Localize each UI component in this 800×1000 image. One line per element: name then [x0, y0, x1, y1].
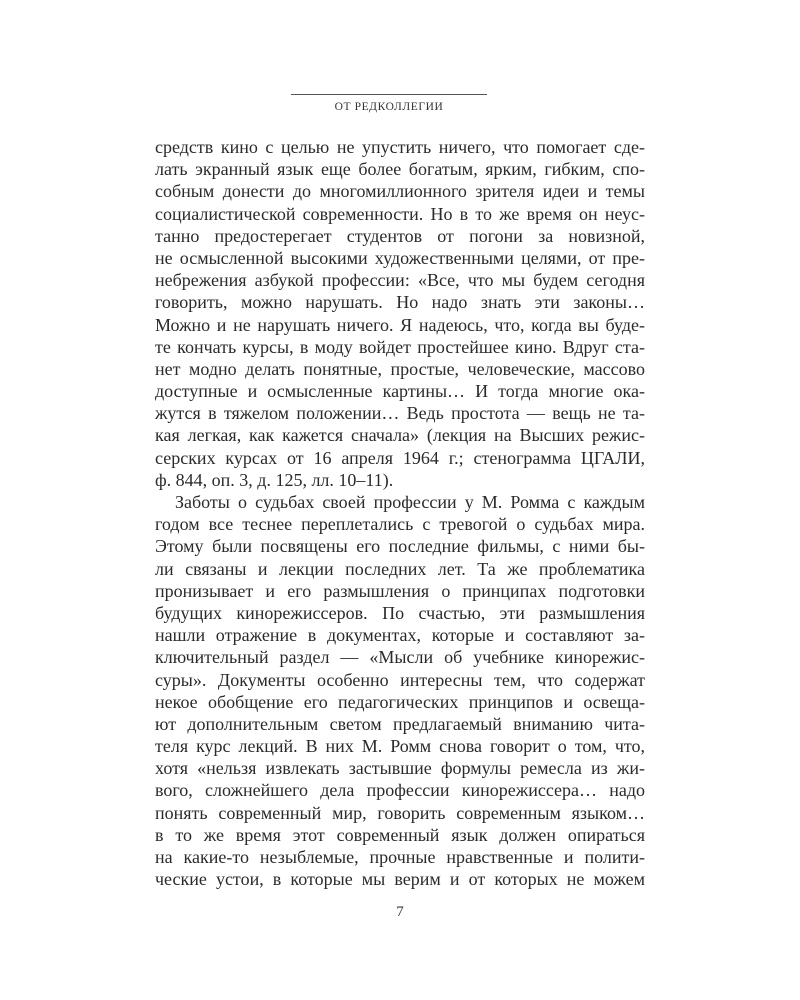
- text-line: нашли отражение в документах, которые и составляют за-: [155, 625, 645, 646]
- text-line: понять современный мир, говорить современным языком…: [155, 802, 645, 823]
- text-line: средств кино с целью не упустить ничего, что помогает сде-: [155, 137, 645, 157]
- text-line: хотя «нельзя извлекать застывшие формулы ремесла из жи-: [155, 758, 645, 779]
- running-head: ОТ РЕДКОЛЛЕГИИ: [334, 101, 444, 113]
- text-line: Можно и не нарушать ничего. Я надеюсь, что, когда вы буде-: [155, 314, 645, 335]
- text-line: годом все теснее переплетались с тревогой о судьбах мира.: [155, 514, 645, 535]
- text-line: собным донести до многомиллионного зрителя идеи и темы: [155, 181, 645, 202]
- text-line: ют дополнительным светом предлагаемый вниманию чита-: [155, 713, 645, 734]
- text-line: суры». Документы особенно интересны тем, что содержат: [155, 669, 645, 690]
- text-line: нет модно делать понятные, простые, человеческие, массово: [155, 358, 645, 379]
- text-line: не осмысленной высокими художественными целями, от пре-: [155, 247, 645, 268]
- text-line: ли связаны и лекции последних лет. Та же проблематика: [155, 558, 645, 579]
- text-line: доступные и осмысленные картины… И тогда многие ока-: [155, 381, 645, 402]
- text-line: серских курсах от 16 апреля 1964 г.; стенограмма ЦГАЛИ,: [155, 447, 645, 468]
- text-line: на какие-то незыблемые, прочные нравственные и полити-: [155, 847, 645, 867]
- text-line: ключительный раздел — «Мысли об учебнике кинорежис-: [155, 647, 645, 668]
- text-line: в то же время этот современный язык должен опираться: [155, 824, 645, 845]
- text-line: танно предостерегает студентов от погони за новизной,: [155, 225, 645, 246]
- text-line: будущих кинорежиссеров. По счастью, эти размышления: [155, 602, 645, 623]
- page-number: 7: [396, 904, 404, 920]
- text-line: ф. 844, оп. 3, д. 125, лл. 10–11).: [155, 469, 394, 490]
- text-line: вого, сложнейшего дела профессии кинорежиссера… надо: [155, 780, 645, 801]
- text-line: жутся в тяжелом положении… Ведь простота — вещь не та-: [155, 403, 645, 424]
- text-line: социалистической современности. Но в то же время он неус-: [155, 203, 645, 224]
- text-line: кая легкая, как кажется сначала» (лекция на Высших режис-: [155, 425, 645, 446]
- text-line: некое обобщение его педагогических принципов и освеща-: [155, 691, 645, 712]
- text-line: лать экранный язык еще более богатым, ярким, гибким, спо-: [155, 159, 645, 180]
- text-line: пронизывает и его размышления о принципах подготовки: [155, 580, 645, 601]
- text-line: небрежения азбукой профессии: «Все, что мы будем сегодня: [155, 270, 645, 291]
- text-line: Заботы о судьбах своей профессии у М. Ромма с каждым: [175, 492, 645, 512]
- header-rule: [291, 94, 487, 95]
- text-line: те кончать курсы, в моду войдет простейшее кино. Вдруг ста-: [155, 336, 645, 357]
- page-body-text: [155, 136, 645, 890]
- text-line: говорить, можно нарушать. Но надо знать эти законы…: [155, 292, 645, 313]
- text-line: Этому были посвящены его последние фильмы, с ними бы-: [155, 536, 645, 557]
- text-line: ческие устои, в которые мы верим и от которых не можем: [155, 869, 645, 890]
- text-line: теля курс лекций. В них М. Ромм снова говорит о том, что,: [155, 736, 645, 757]
